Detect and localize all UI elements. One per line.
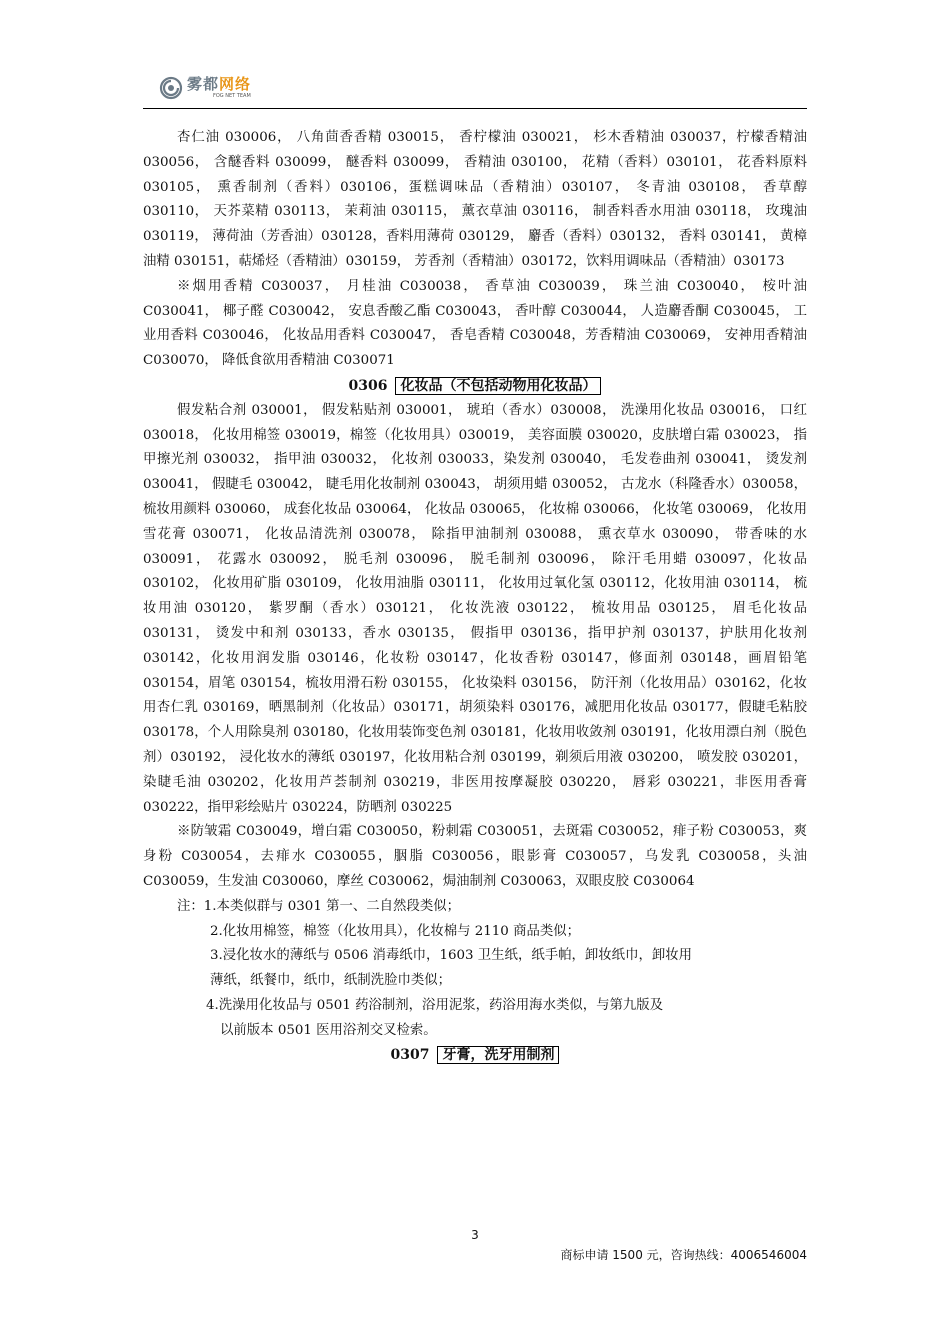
section-title: 牙膏，洗牙用制剂 [437,1046,559,1064]
note-label: 注： [177,898,204,914]
logo-text-accent: 网络 [219,75,252,93]
notes-block [143,895,807,920]
footer-contact: 商标申请 1500 元，咨询热线：4006546004 [560,1248,807,1262]
paragraph-cosmetics-chinese-list: ※防皱霜 C030049，增白霜 C030050，粉刺霜 C030051，去斑霜 C030052，痱子粉 C030053，爽身粉 C030054，去痱水 C030055，胭脂 C030056，眼影膏 C030057，乌发乳 C030058，头油 C030059，生发油 C030060，摩丝 C030062，焗油制剂 C030063，双眼皮胶 C030064 [143,824,807,889]
note-item-3-continued: 薄纸，纸餐巾，纸巾，纸制洗脸巾类似； [210,973,452,989]
note-item-4: 4.洗澡用化妆品与 0501 药浴制剂，浴用泥浆，药浴用海水类似，与第九版及 [206,997,664,1013]
section-heading-0307 [143,1043,807,1068]
section-title: 化妆品（不包括动物用化妆品） [395,377,601,395]
paragraph-fragrance-list: 杏仁油 030006， 八角茴香香精 030015， 香柠檬油 030021， 杉木香精油 030037，柠檬香精油 030056， 含醚香料 030099， 醚香料 030099， 香精油 030100， 花精（香料）030101， 花香料原料 030105， 熏香制剂（香料）030106，蛋糕调味品（香精油）030107， 冬青油 030108， 香草醇 030110， 天芥菜精 030113， 茉莉油 030115， 薰衣草油 030116， 制香料香水用油 030118， 玫瑰油 030119， 薄荷油（芳香油）030128，香料用薄荷 030129， 麝香（香料）030132， 香料 030141， 黄樟油精 030151，萜烯烃（香精油）030159， 芳香剂（香精油）030172，饮料用调味品（香精油）030173 [143,130,807,269]
note-item-2: 2.化妆用棉签，棉签（化妆用具），化妆棉与 2110 商品类似； [210,923,581,939]
note-item-1: 1.本类似群与 0301 第一、二自然段类似； [203,898,461,914]
section-heading-0306 [143,374,807,399]
document-body [143,126,807,1068]
logo-subtitle: FOG NET TEAM [213,93,251,99]
page-header [143,70,807,109]
logo [159,74,251,102]
paragraph-fragrance-chinese-list: ※烟用香精 C030037， 月桂油 C030038， 香草油 C030039， 珠兰油 C030040， 桉叶油 C030041， 椰子醛 C030042， 安息香酸乙酯 C030043， 香叶醇 C030044， 人造麝香酮 C030045， 工业用香料 C030046， 化妆品用香料 C030047， 香皂香精 C030048，芳香精油 C030069， 安神用香精油 C030070， 降低食欲用香精油 C030071 [143,278,807,369]
paragraph-cosmetics-list: 假发粘合剂 030001， 假发粘贴剂 030001， 琥珀（香水）030008， 洗澡用化妆品 030016， 口红 030018， 化妆用棉签 030019，棉签（化妆用具）030019， 美容面膜 030020，皮肤增白霜 030023， 指甲擦光剂 030032， 指甲油 030032， 化妆剂 030033，染发剂 030040， 毛发卷曲剂 030041， 烫发剂 030041， 假睫毛 030042， 睫毛用化妆制剂 030043， 胡须用蜡 030052， 古龙水（科隆香水）030058， 梳妆用颜料 030060， 成套化妆品 030064， 化妆品 030065， 化妆棉 030066， 化妆笔 030069， 化妆用雪花膏 030071， 化妆品清洗剂 030078， 除指甲油制剂 030088， 熏衣草水 030090， 带香味的水 030091， 花露水 030092， 脱毛剂 030096， 脱毛制剂 030096， 除汗毛用蜡 030097，化妆品 030102， 化妆用矿脂 030109， 化妆用油脂 030111， 化妆用过氧化氢 030112，化妆用油 030114， 梳妆用油 030120， 紫罗酮（香水）030121， 化妆洗液 030122， 梳妆用品 030125， 眉毛化妆品 030131， 烫发中和剂 030133，香水 030135， 假指甲 030136，指甲护剂 030137，护肤用化妆剂 030142，化妆用润发脂 030146，化妆粉 030147，化妆香粉 030147，修面剂 030148，画眉铅笔 030154，眉笔 030154，梳妆用滑石粉 030155， 化妆染料 030156， 防汗剂（化妆用品）030162，化妆用杏仁乳 030169，晒黑制剂（化妆品）030171，胡须染料 030176，减肥用化妆品 030177，假睫毛粘胶 030178，个人用除臭剂 030180，化妆用装饰变色剂 030181，化妆用收敛剂 030191，化妆用漂白剂（脱色剂）030192， 浸化妆水的薄纸 030197，化妆用粘合剂 030199，剃须后用液 030200， 喷发胶 030201，染睫毛油 030202，化妆用芦荟制剂 030219，非医用按摩凝胶 030220， 唇彩 030221，非医用香膏 030222，指甲彩绘贴片 030224，防晒剂 030225 [143,402,807,815]
logo-text-primary: 雾都 [187,75,220,93]
section-code: 0307 [390,1047,430,1064]
note-item-3: 3.浸化妆水的薄纸与 0506 消毒纸巾，1603 卫生纸，纸手帕，卸妆纸巾，卸妆用 [210,948,693,964]
note-item-4-continued: 以前版本 0501 医用浴剂交叉检索。 [220,1022,437,1038]
section-code: 0306 [348,377,388,394]
page-number: 3 [471,1228,479,1242]
logo-icon [159,76,183,100]
